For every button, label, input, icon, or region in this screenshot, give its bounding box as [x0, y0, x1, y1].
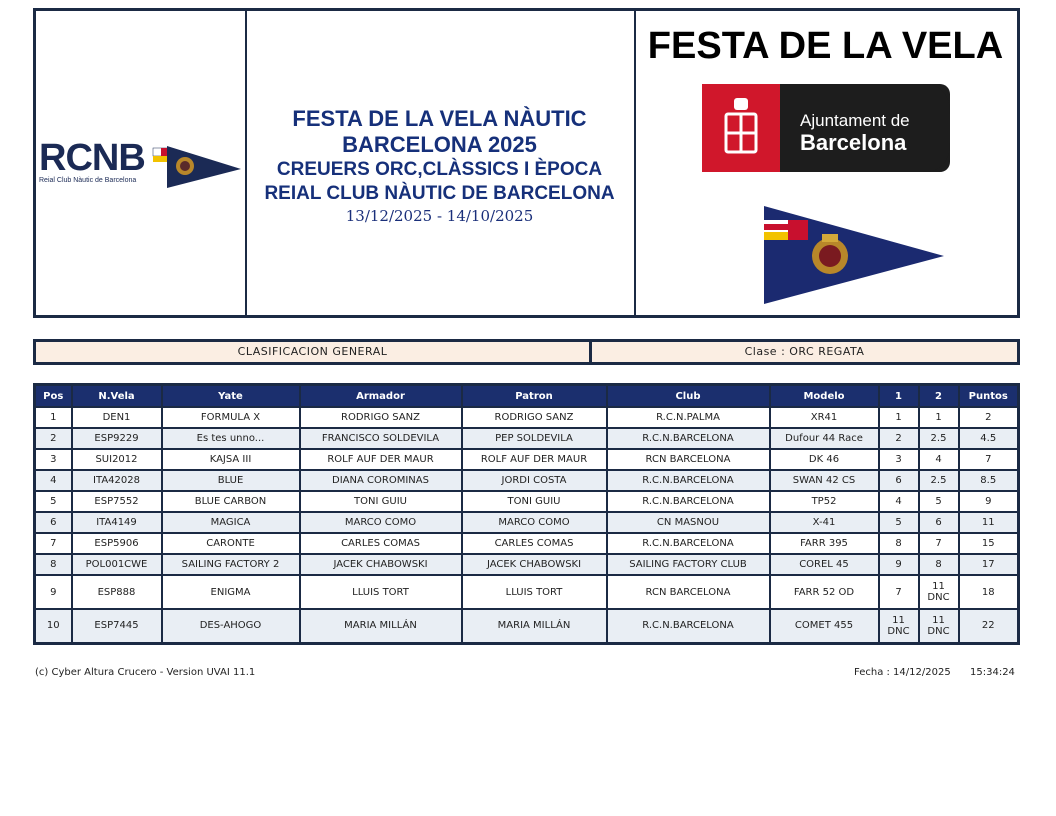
cell-club: RCN BARCELONA	[607, 449, 770, 470]
table-row	[35, 491, 1019, 512]
cell-sail-number: SUI2012	[72, 449, 162, 470]
cell-pos: 8	[35, 554, 72, 575]
cell-skipper: TONI GUIU	[462, 491, 607, 512]
cell-race-1: 2	[879, 428, 919, 449]
sponsor-cell	[634, 11, 1017, 315]
cell-club: R.C.N.BARCELONA	[607, 609, 770, 643]
cell-club: R.C.N.BARCELONA	[607, 533, 770, 554]
cell-sail-number: ITA42028	[72, 470, 162, 491]
cell-club: CN MASNOU	[607, 512, 770, 533]
cell-sail-number: ITA4149	[72, 512, 162, 533]
cell-pos: 10	[35, 609, 72, 643]
cell-pos: 3	[35, 449, 72, 470]
table-body	[35, 407, 1019, 643]
event-title	[245, 106, 634, 226]
cell-race-2: 1	[919, 407, 959, 428]
cell-points: 17	[959, 554, 1019, 575]
title-line-1: FESTA DE LA VELA NÀUTIC	[292, 106, 587, 131]
sponsor-line-1: Ajuntament de	[800, 111, 910, 130]
cell-club: R.C.N.BARCELONA	[607, 428, 770, 449]
cell-sail-number: ESP7445	[72, 609, 162, 643]
footer-credit: (c) Cyber Altura Crucero - Version UVAI 11.1	[35, 667, 256, 678]
cell-race-1: 3	[879, 449, 919, 470]
cell-points: 8.5	[959, 470, 1019, 491]
table-row	[35, 554, 1019, 575]
cell-points: 9	[959, 491, 1019, 512]
cell-skipper: MARCO COMO	[462, 512, 607, 533]
table-row	[35, 428, 1019, 449]
col-header-race-1: 1	[879, 385, 919, 408]
cell-owner: DIANA COROMINAS	[300, 470, 462, 491]
festa-de-la-vela-logo: FESTA DE LA VELA	[647, 25, 1004, 67]
cell-race-1: 8	[879, 533, 919, 554]
cell-skipper: JACEK CHABOWSKI	[462, 554, 607, 575]
cell-owner: MARIA MILLÁN	[300, 609, 462, 643]
cell-race-1: 4	[879, 491, 919, 512]
cell-club: R.C.N.BARCELONA	[607, 470, 770, 491]
cell-model: TP52	[770, 491, 879, 512]
cell-yacht: FORMULA X	[162, 407, 300, 428]
cell-race-2: 11 DNC	[919, 575, 959, 609]
event-title-cell	[245, 11, 636, 315]
table-row	[35, 449, 1019, 470]
cell-skipper: MARIA MILLÁN	[462, 609, 607, 643]
cell-sail-number: ESP5906	[72, 533, 162, 554]
cell-race-2: 7	[919, 533, 959, 554]
table-row	[35, 533, 1019, 554]
cell-race-2: 5	[919, 491, 959, 512]
cell-yacht: CARONTE	[162, 533, 300, 554]
col-header-yacht: Yate	[162, 385, 300, 408]
footer-time: 15:34:24	[970, 667, 1015, 678]
cell-points: 4.5	[959, 428, 1019, 449]
cell-club: R.C.N.BARCELONA	[607, 491, 770, 512]
rcnb-logo-text: RCNB	[39, 137, 145, 179]
cell-skipper: LLUIS TORT	[462, 575, 607, 609]
cell-yacht: BLUE CARBON	[162, 491, 300, 512]
cell-yacht: ENIGMA	[162, 575, 300, 609]
cell-model: DK 46	[770, 449, 879, 470]
cell-race-1: 5	[879, 512, 919, 533]
cell-race-1: 9	[879, 554, 919, 575]
col-header-model: Modelo	[770, 385, 879, 408]
table-header-row	[35, 385, 1019, 408]
cell-sail-number: POL001CWE	[72, 554, 162, 575]
col-header-sail-number: N.Vela	[72, 385, 162, 408]
cell-model: X-41	[770, 512, 879, 533]
cell-model: SWAN 42 CS	[770, 470, 879, 491]
cell-skipper: JORDI COSTA	[462, 470, 607, 491]
cell-model: COMET 455	[770, 609, 879, 643]
cell-points: 7	[959, 449, 1019, 470]
cell-pos: 9	[35, 575, 72, 609]
title-line-4: REIAL CLUB NÀUTIC DE BARCELONA	[264, 183, 615, 204]
sponsor-line-2: Barcelona	[800, 130, 907, 155]
results-table	[33, 383, 1020, 645]
cell-sail-number: DEN1	[72, 407, 162, 428]
event-dates: 13/12/2025 - 14/10/2025	[345, 207, 534, 225]
cell-skipper: ROLF AUF DER MAUR	[462, 449, 607, 470]
club-burgee-icon	[762, 204, 946, 306]
cell-points: 2	[959, 407, 1019, 428]
rcnb-logo	[39, 139, 145, 184]
cell-club: SAILING FACTORY CLUB	[607, 554, 770, 575]
cell-club: R.C.N.PALMA	[607, 407, 770, 428]
cell-model: FARR 395	[770, 533, 879, 554]
class-label: Clase : ORC REGATA	[744, 345, 865, 358]
cell-race-1: 7	[879, 575, 919, 609]
cell-owner: TONI GUIU	[300, 491, 462, 512]
cell-sail-number: ESP7552	[72, 491, 162, 512]
table-row	[35, 575, 1019, 609]
cell-owner: RODRIGO SANZ	[300, 407, 462, 428]
cell-yacht: SAILING FACTORY 2	[162, 554, 300, 575]
cell-race-2: 2.5	[919, 470, 959, 491]
cell-skipper: PEP SOLDEVILA	[462, 428, 607, 449]
classification-bar	[33, 339, 1020, 365]
cell-owner: LLUIS TORT	[300, 575, 462, 609]
cell-race-2: 8	[919, 554, 959, 575]
cell-club: RCN BARCELONA	[607, 575, 770, 609]
cell-race-1: 1	[879, 407, 919, 428]
cell-race-2: 2.5	[919, 428, 959, 449]
cell-race-2: 11 DNC	[919, 609, 959, 643]
cell-pos: 2	[35, 428, 72, 449]
cell-skipper: CARLES COMAS	[462, 533, 607, 554]
cell-model: FARR 52 OD	[770, 575, 879, 609]
cell-race-1: 6	[879, 470, 919, 491]
cell-yacht: Es tes unno...	[162, 428, 300, 449]
cell-pos: 4	[35, 470, 72, 491]
cell-sail-number: ESP9229	[72, 428, 162, 449]
cell-race-2: 4	[919, 449, 959, 470]
cell-race-2: 6	[919, 512, 959, 533]
title-line-2: BARCELONA 2025	[342, 132, 537, 157]
cell-yacht: DES-AHOGO	[162, 609, 300, 643]
cell-yacht: MAGICA	[162, 512, 300, 533]
cell-pos: 1	[35, 407, 72, 428]
col-header-club: Club	[607, 385, 770, 408]
cell-points: 11	[959, 512, 1019, 533]
cell-yacht: KAJSA III	[162, 449, 300, 470]
footer-date: Fecha : 14/12/2025	[854, 667, 951, 678]
title-line-3: CREUERS ORC,CLÀSSICS I ÈPOCA	[276, 159, 603, 180]
cell-model: Dufour 44 Race	[770, 428, 879, 449]
cell-pos: 6	[35, 512, 72, 533]
col-header-points: Puntos	[959, 385, 1019, 408]
cell-owner: CARLES COMAS	[300, 533, 462, 554]
cell-yacht: BLUE	[162, 470, 300, 491]
col-header-owner: Armador	[300, 385, 462, 408]
table-row	[35, 512, 1019, 533]
cell-model: XR41	[770, 407, 879, 428]
col-header-pos: Pos	[35, 385, 72, 408]
cell-pos: 5	[35, 491, 72, 512]
rcnb-pennant-icon	[151, 144, 243, 188]
cell-skipper: RODRIGO SANZ	[462, 407, 607, 428]
rcnb-logo-subtitle: Reial Club Nàutic de Barcelona	[39, 177, 137, 184]
cell-points: 22	[959, 609, 1019, 643]
cell-sail-number: ESP888	[72, 575, 162, 609]
cell-owner: ROLF AUF DER MAUR	[300, 449, 462, 470]
col-header-race-2: 2	[919, 385, 959, 408]
cell-points: 18	[959, 575, 1019, 609]
table-row	[35, 470, 1019, 491]
ajuntament-barcelona-logo	[702, 84, 950, 172]
cell-owner: FRANCISCO SOLDEVILA	[300, 428, 462, 449]
cell-race-1: 11 DNC	[879, 609, 919, 643]
col-header-skipper: Patron	[462, 385, 607, 408]
header-box	[33, 8, 1020, 318]
cell-pos: 7	[35, 533, 72, 554]
cell-owner: MARCO COMO	[300, 512, 462, 533]
cell-points: 15	[959, 533, 1019, 554]
cell-owner: JACEK CHABOWSKI	[300, 554, 462, 575]
cell-model: COREL 45	[770, 554, 879, 575]
classification-title: CLASIFICACION GENERAL	[36, 342, 592, 362]
club-logo-cell	[36, 11, 247, 315]
table-row	[35, 407, 1019, 428]
table-row	[35, 609, 1019, 643]
